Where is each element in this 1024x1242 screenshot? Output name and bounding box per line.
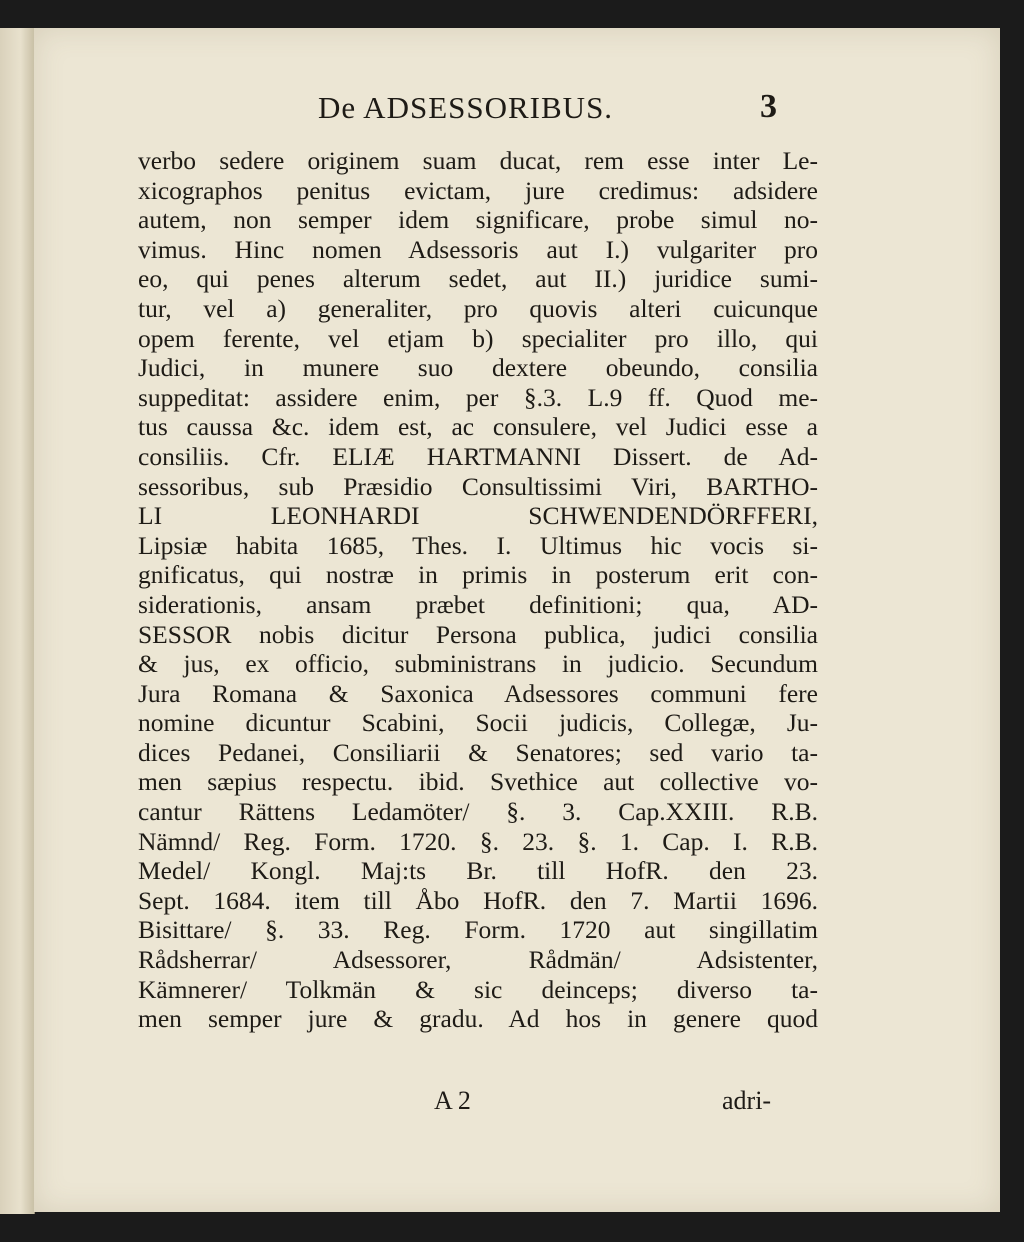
text-line: tur, vel a) generaliter, pro quovis alteri cuicunque bbox=[138, 293, 818, 323]
text-line: Jura Romana & Saxonica Adsessores communi fere bbox=[138, 678, 818, 708]
text-line: cantur Rättens Ledamöter/ §. 3. Cap.XXIII. R.B. bbox=[138, 797, 818, 827]
text-line: xicographos penitus evictam, jure credimus: adsidere bbox=[138, 175, 818, 205]
text-line: & jus, ex officio, subministrans in judicio. Secundum bbox=[138, 649, 818, 679]
text-line: tus caussa &c. idem est, ac consulere, vel Judici esse a bbox=[138, 412, 818, 442]
catchword: adri- bbox=[722, 1086, 772, 1115]
page-header bbox=[34, 90, 1000, 140]
page-number: 3 bbox=[760, 88, 777, 125]
text-line: Lipsiæ habita 1685, Thes. I. Ultimus hic vocis si- bbox=[138, 530, 818, 560]
scan-background-strip bbox=[1000, 0, 1024, 1242]
running-head: De ADSESSORIBUS. bbox=[318, 90, 614, 125]
text-line: nomine dicuntur Scabini, Socii judicis, Collegæ, Ju- bbox=[138, 708, 818, 738]
text-line: consiliis. Cfr. ELIÆ HARTMANNI Dissert. de Ad- bbox=[138, 441, 818, 471]
text-line: men semper jure & gradu. Ad hos in genere quod bbox=[138, 1004, 818, 1034]
text-line: Kämnerer/ Tolkmän & sic deinceps; diverso ta- bbox=[138, 974, 818, 1004]
text-line: Judici, in munere suo dextere obeundo, consilia bbox=[138, 353, 818, 383]
text-line: Medel/ Kongl. Maj:ts Br. till HofR. den 23. bbox=[138, 856, 818, 886]
text-line: verbo sedere originem suam ducat, rem esse inter Le- bbox=[138, 146, 818, 175]
text-line: autem, non semper idem significare, probe simul no- bbox=[138, 205, 818, 235]
signature-mark: A 2 bbox=[434, 1086, 471, 1115]
text-line: Rådsherrar/ Adsessorer, Rådmän/ Adsistenter, bbox=[138, 945, 818, 975]
text-line: opem ferente, vel etjam b) specialiter pro illo, qui bbox=[138, 323, 818, 353]
text-line: Sept. 1684. item till Åbo HofR. den 7. Martii 1696. bbox=[138, 885, 818, 915]
book-page bbox=[34, 28, 1000, 1212]
body-text bbox=[138, 146, 818, 1034]
text-line: siderationis, ansam præbet definitioni; qua, AD- bbox=[138, 589, 818, 619]
text-line: vimus. Hinc nomen Adsessoris aut I.) vulgariter pro bbox=[138, 234, 818, 264]
text-line: gnificatus, qui nostræ in primis in posterum erit con- bbox=[138, 560, 818, 590]
text-line: SESSOR nobis dicitur Persona publica, judici consilia bbox=[138, 619, 818, 649]
text-line: Bisittare/ §. 33. Reg. Form. 1720 aut singillatim bbox=[138, 915, 818, 945]
text-line: suppeditat: assidere enim, per §.3. L.9 ff. Quod me- bbox=[138, 382, 818, 412]
facing-page-edge bbox=[0, 28, 35, 1214]
text-line: sessoribus, sub Præsidio Consultissimi Viri, BARTHO- bbox=[138, 471, 818, 501]
text-line: eo, qui penes alterum sedet, aut II.) juridice sumi- bbox=[138, 264, 818, 294]
page-footer bbox=[34, 1086, 1000, 1122]
text-line: men sæpius respectu. ibid. Svethice aut collective vo- bbox=[138, 767, 818, 797]
text-line: LI LEONHARDI SCHWENDENDÖRFFERI, bbox=[138, 501, 818, 531]
text-line: Nämnd/ Reg. Form. 1720. §. 23. §. 1. Cap. I. R.B. bbox=[138, 826, 818, 856]
text-line: dices Pedanei, Consiliarii & Senatores; sed vario ta- bbox=[138, 737, 818, 767]
